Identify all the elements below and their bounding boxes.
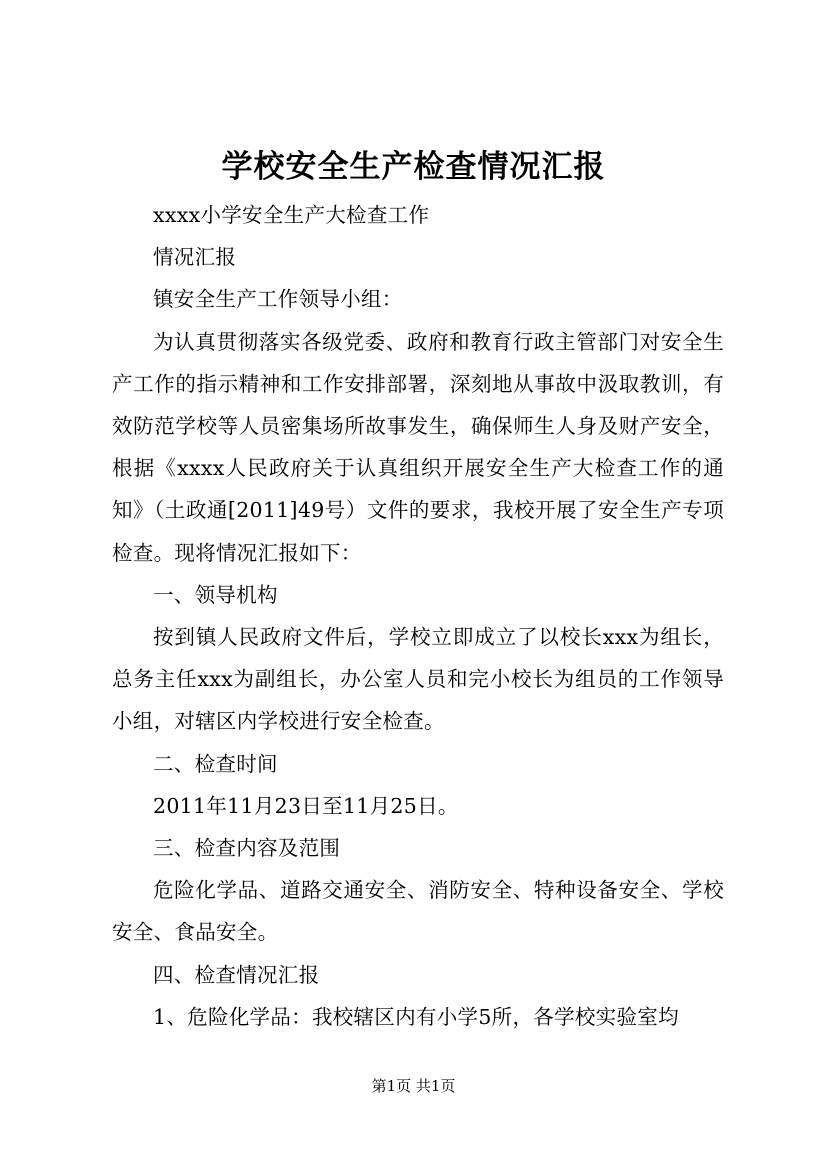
- paragraph-subject-line-2: 情况汇报: [153, 245, 237, 270]
- paragraph-intro: 为认真贯彻落实各级党委、政府和教育行政主管部门对安全生产工作的指示精神和工作安排部署，深刻地从事故中汲取教训，有效防范学校等人员密集场所故事发生，确保师生人身及财产安全，根据《xxxx人民政府关于认真组织开展安全生产大检查工作的通知》（土政通[2011]49号）文件的要求，我校开展了安全生产专项检查。现将情况汇报如下：: [112, 329, 724, 565]
- paragraph-recipient: 镇安全生产工作领导小组：: [153, 287, 403, 312]
- paragraph-subject-line-1: xxxx小学安全生产大检查工作: [153, 203, 430, 227]
- document-body: [112, 194, 724, 1038]
- page-footer: 第1页 共1页: [371, 1077, 456, 1095]
- section-heading-report: 四、检查情况汇报: [153, 962, 320, 987]
- section-heading-leadership: 一、领导机构: [153, 582, 278, 607]
- section-heading-time: 二、检查时间: [153, 751, 278, 776]
- paragraph-scope: 危险化学品、道路交通安全、消防安全、特种设备安全、学校安全、食品安全。: [112, 878, 724, 945]
- paragraph-report-item-1: 1、危险化学品：我校辖区内有小学5所，各学校实验室均: [153, 1004, 679, 1029]
- paragraph-leadership: 按到镇人民政府文件后，学校立即成立了以校长xxx为组长，总务主任xxx为副组长，办公室人员和完小校长为组员的工作领导小组，对辖区内学校进行安全检查。: [112, 625, 724, 734]
- paragraph-time: 2011年11月23日至11月25日。: [153, 793, 459, 818]
- section-heading-scope: 三、检查内容及范围: [153, 836, 341, 861]
- document-title: 学校安全生产检查情况汇报: [221, 149, 606, 185]
